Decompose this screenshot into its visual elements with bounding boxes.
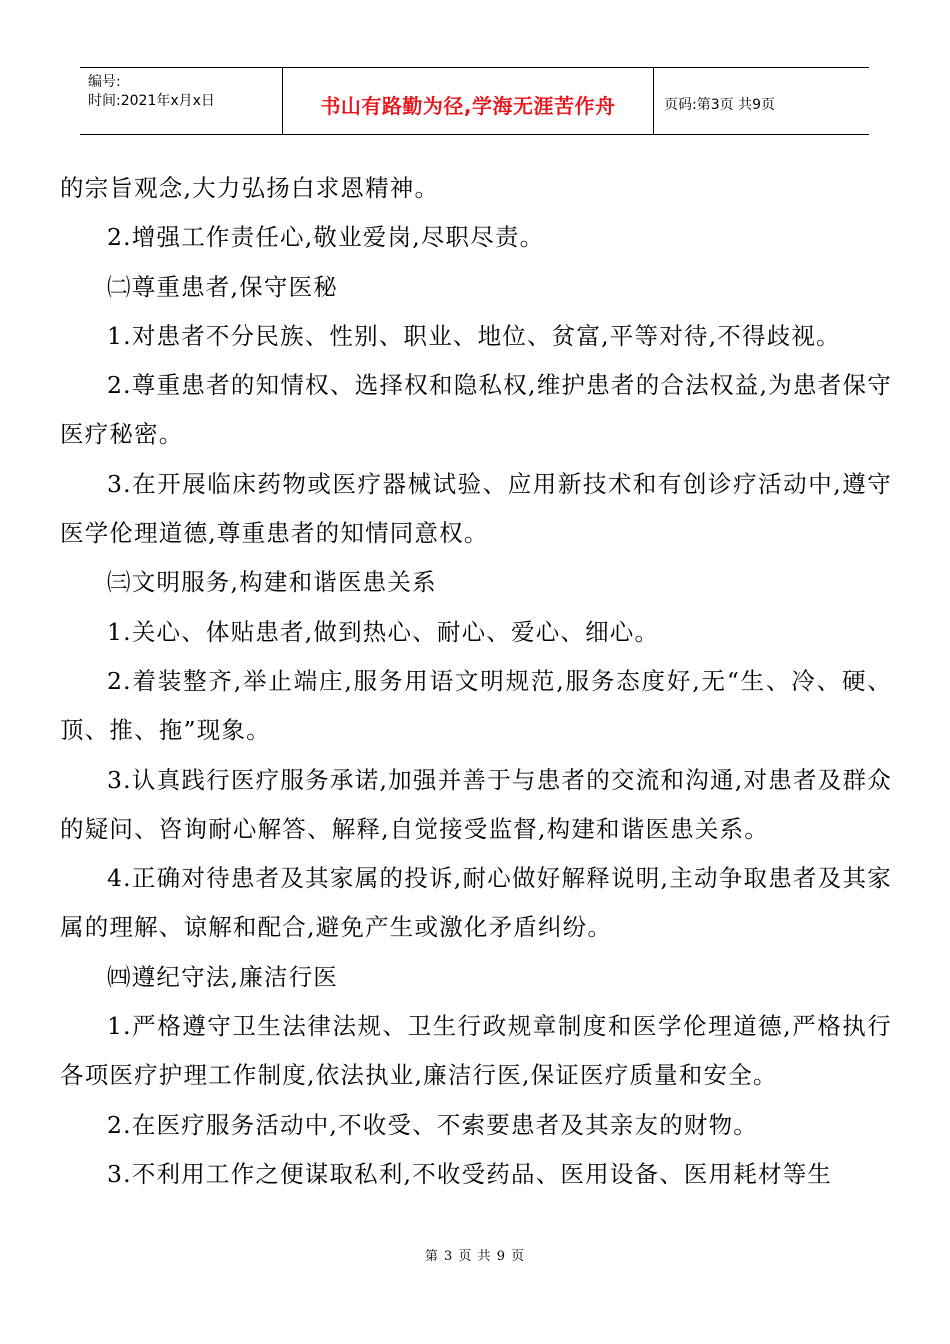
date-label: 时间:2021年x月x日 [88,93,215,109]
header-table [80,67,869,135]
header-meta-cell [80,68,283,134]
document-body [60,164,892,1199]
number-label: 编号: [88,74,121,90]
paragraph: 的宗旨观念,大力弘扬白求恩精神。 [60,174,440,202]
paragraph: 1.对患者不分民族、性别、职业、地位、贫富,平等对待,不得歧视。 [107,321,841,350]
paragraph: 1.关心、体贴患者,做到热心、耐心、爱心、细心。 [107,617,660,646]
paragraph: 3.在开展临床药物或医疗器械试验、应用新技术和有创诊疗活动中,遵守医学伦理道德,尊重患者的知情同意权。 [60,469,892,548]
section-heading: ㈢文明服务,构建和谐医患关系 [107,568,437,597]
section-heading: ㈣遵纪守法,廉洁行医 [107,962,338,991]
paragraph: 2.在医疗服务活动中,不收受、不索要患者及其亲友的财物。 [107,1110,758,1139]
paragraph: 3.认真践行医疗服务承诺,加强并善于与患者的交流和沟通,对患者及群众的疑问、咨询耐心解答、解释,自觉接受监督,构建和谐医患关系。 [60,765,892,843]
page-footer: 第 3 页 共 9 页 [424,1249,526,1264]
motto-text: 书山有路勤为径,学海无涯苦作舟 [320,93,616,118]
paragraph: 3.不利用工作之便谋取私利,不收受药品、医用设备、医用耗材等生 [107,1159,833,1188]
paragraph: 2.增强工作责任心,敬业爱岗,尽职尽责。 [107,223,545,252]
header-page-cell [654,68,869,134]
header-motto-cell [283,68,654,134]
section-heading: ㈡尊重患者,保守医秘 [107,272,338,301]
header-page-info: 页码:第3页 共9页 [664,97,775,113]
paragraph: 4.正确对待患者及其家属的投诉,耐心做好解释说明,主动争取患者及其家属的理解、谅解和配合,避免产生或激化矛盾纠纷。 [60,864,892,942]
paragraph: 2.尊重患者的知情权、选择权和隐私权,维护患者的合法权益,为患者保守医疗秘密。 [60,371,892,449]
paragraph: 1.严格遵守卫生法律法规、卫生行政规章制度和医学伦理道德,严格执行各项医疗护理工作制度,依法执业,廉洁行医,保证医疗质量和安全。 [60,1012,892,1090]
paragraph: 2.着装整齐,举止端庄,服务用语文明规范,服务态度好,无“生、冷、硬、顶、推、拖”现象。 [60,666,892,745]
